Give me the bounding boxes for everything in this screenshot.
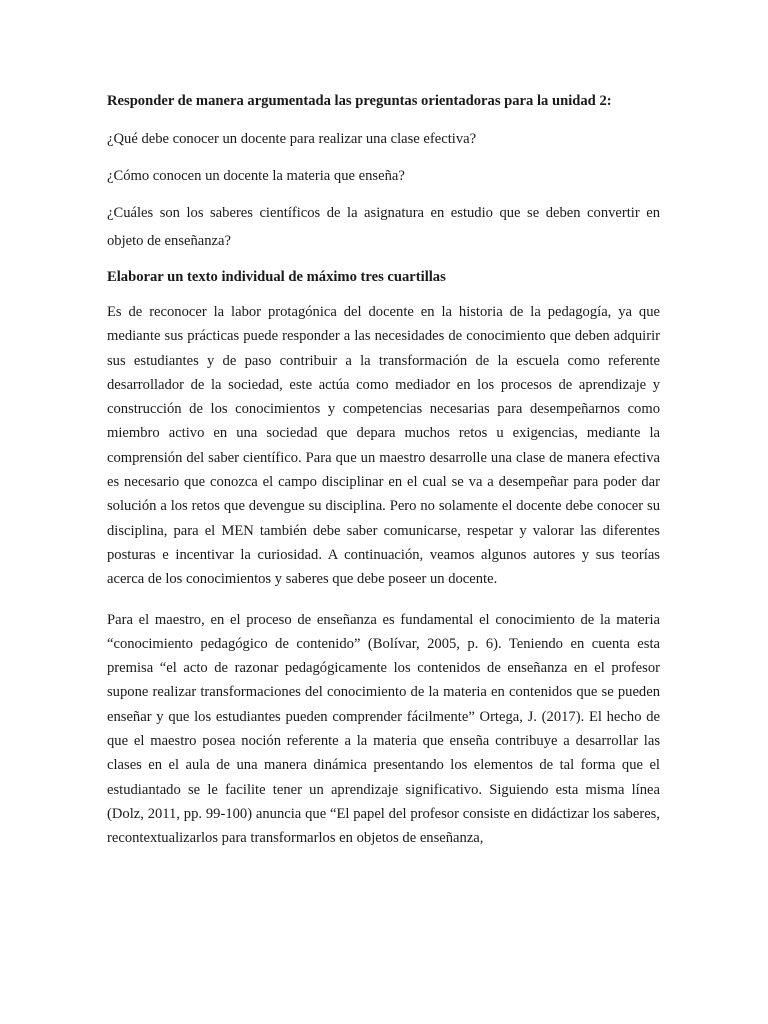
- question-3: ¿Cuáles son los saberes científicos de la asignatura en estudio que se deben convertir en objeto de enseñanza?: [107, 205, 660, 249]
- question-2: ¿Cómo conocen un docente la materia que enseña?: [107, 168, 405, 184]
- essay-heading: Elaborar un texto individual de máximo tres cuartillas: [107, 269, 446, 285]
- document-content: [107, 89, 660, 867]
- question-1: ¿Qué debe conocer un docente para realizar una clase efectiva?: [107, 131, 477, 147]
- body-paragraph-2: Para el maestro, en el proceso de enseñanza es fundamental el conocimiento de la materia “conocimiento pedagógico de contenido” (Bolívar, 2005, p. 6). Teniendo en cuenta esta premisa “el acto de razonar pedagógicamente los contenidos de enseñanza en el profesor supone realizar transformaciones del conocimiento de la materia en contenidos que se pueden enseñar y que los estudiantes pueden comprender fácilmente” Ortega, J. (2017). El hecho de que el maestro posea noción referente a la materia que enseña contribuye a desarrollar las clases en el aula de una manera dinámica presentando los elementos de tal forma que el estudiantado se le facilite tener un aprendizaje significativo. Siguiendo esta misma línea (Dolz, 2011, pp. 99-100) anuncia que “El papel del profesor consiste en didáctizar los saberes, recontextualizarlos para transformarlos en objetos de enseñanza,: [107, 611, 660, 847]
- body-paragraph-1: Es de reconocer la labor protagónica del docente en la historia de la pedagogía, ya que mediante sus prácticas puede responder a las necesidades de conocimiento que deben adquirir sus estudiantes y de paso contribuir a la transformación de la escuela como referente desarrollador de la sociedad, este actúa como mediador en los procesos de aprendizaje y construcción de los conocimientos y competencias necesarias para desempeñarnos como miembro activo en una sociedad que depara muchos retos u exigencias, mediante la comprensión del saber científico. Para que un maestro desarrolle una clase de manera efectiva es necesario que conozca el campo disciplinar en el cual se va a desempeñar para poder dar solución a los retos que devengue su disciplina. Pero no solamente el docente debe conocer su disciplina, para el MEN también debe saber comunicarse, respetar y valorar las diferentes posturas e incentivar la curiosidad. A continuación, veamos algunos autores y sus teorías acerca de los conocimientos y saberes que debe poseer un docente.: [107, 304, 660, 588]
- assignment-heading: Responder de manera argumentada las preguntas orientadoras para la unidad 2:: [107, 93, 612, 109]
